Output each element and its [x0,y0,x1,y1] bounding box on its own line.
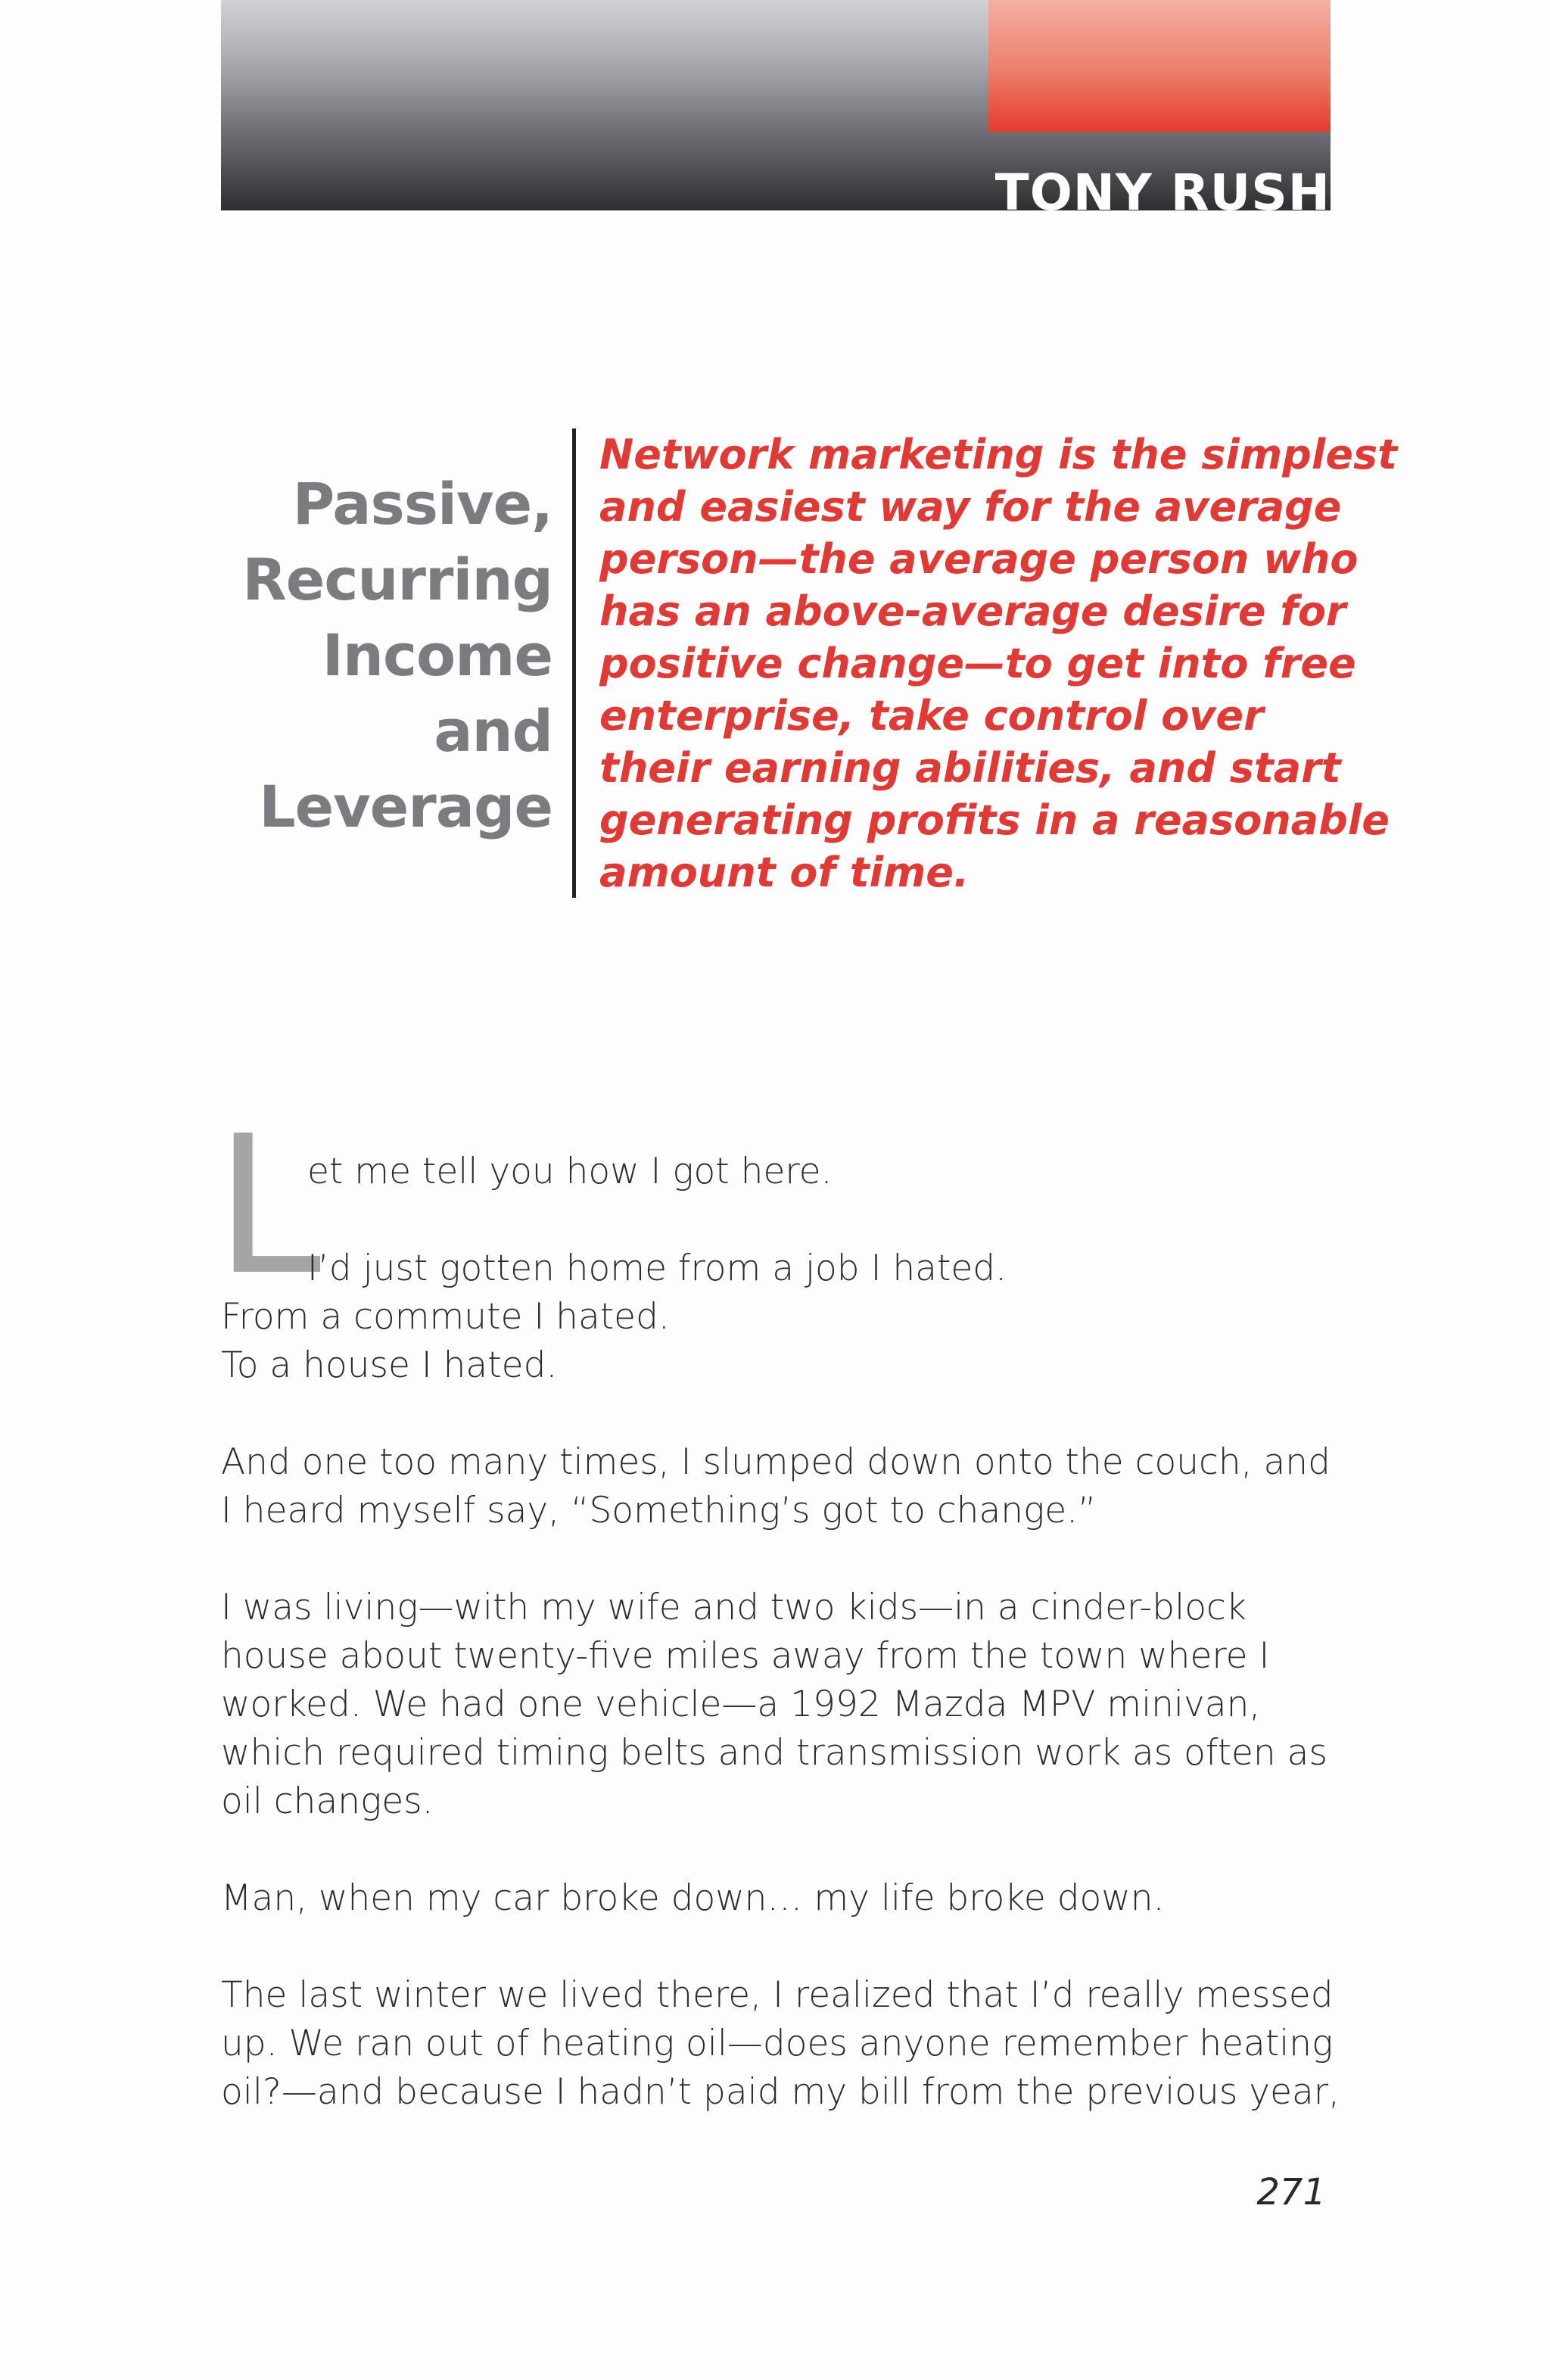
chapter-title-line: Income [322,621,552,689]
body-line: up. We ran out of heating oil—does anyone remember heating [221,2023,1334,2064]
paragraph-gap [221,1923,1341,1971]
pull-quote-line: generating profits in a reasonable [599,796,1390,844]
pull-quote-line: amount of time. [599,849,970,896]
body-line: oil changes. [221,1780,434,1822]
body-text [221,1148,1341,2117]
body-line: I heard myself say, “Something’s got to change.” [221,1490,1097,1531]
chapter-title-line: Passive, [292,470,552,537]
pull-quote-line: has an above-average desire for [599,587,1346,635]
paragraph-gap [221,1826,1341,1874]
paragraph-gap [221,1390,1341,1438]
pull-quote-line: Network marketing is the simplest [599,431,1397,478]
body-line: I was living—with my wife and two kids—in a cinder-block [221,1587,1247,1628]
pull-quote-line: person—the average person who [599,535,1359,583]
page-number: 271 [1256,2171,1326,2213]
pull-quote-line: positive change—to get into free [599,640,1356,687]
body-line: oil?—and because I hadn’t paid my bill from the previous year, [221,2071,1340,2113]
chapter-title-line: Recurring [242,546,552,613]
body-line: And one too many times, I slumped down onto the couch, and [221,1441,1331,1483]
paragraph-gap [221,1196,1341,1245]
pull-quote-line: enterprise, take control over [599,692,1264,740]
header-accent-block [988,0,1331,132]
body-line: worked. We had one vehicle—a 1992 Mazda MPV minivan, [221,1684,1261,1725]
body-line: To a house I hated. [221,1344,558,1386]
body-line: et me tell you how I got here. [307,1151,833,1192]
body-line: which required timing belts and transmission work as often as [221,1732,1327,1774]
body-line: From a commute I hated. [221,1296,670,1338]
pull-quote-line: their earning abilities, and start [599,744,1341,792]
body-line: house about twenty-five miles away from the town where I [221,1635,1270,1677]
drop-cap: L [215,1095,322,1317]
pull-quote-line: and easiest way for the average [599,483,1342,531]
body-line: The last winter we lived there, I realized that I’d really messed [221,1974,1334,2016]
chapter-title [204,466,552,845]
author-name: TONY RUSH [994,164,1331,210]
body-line: Man, when my car broke down… my life broke down. [221,1877,1165,1919]
title-divider-rule [572,428,576,898]
chapter-title-line: and [434,697,552,765]
body-line: I’d just gotten home from a job I hated. [307,1248,1007,1289]
pull-quote [599,428,1397,899]
paragraph-gap [221,1535,1341,1584]
chapter-title-line: Leverage [259,773,552,840]
